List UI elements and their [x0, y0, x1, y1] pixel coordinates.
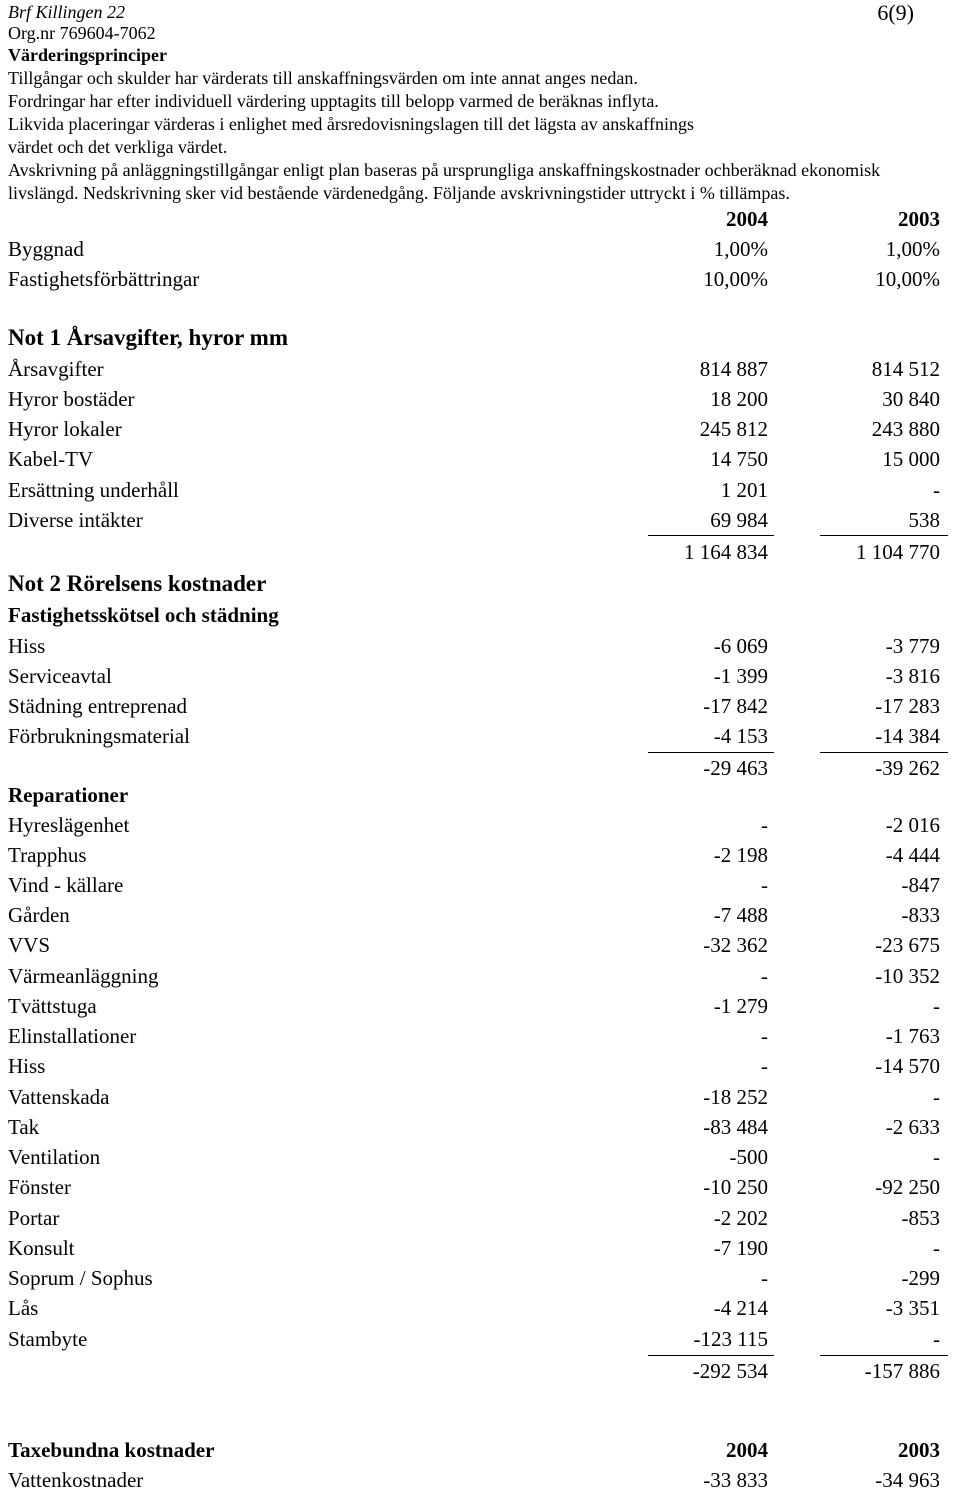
section-title: Taxebundna kostnader [8, 1438, 215, 1462]
table-row: Gården -7 488 -833 [8, 903, 940, 927]
table-row: Hiss - -14 570 [8, 1054, 940, 1078]
org-name: Brf Killingen 22 [8, 2, 125, 22]
table-row: Ersättning underhåll 1 201 - [8, 478, 940, 502]
table-row: Tak -83 484 -2 633 [8, 1115, 940, 1139]
page-number: 6(9) [877, 0, 914, 25]
table-row: Fastighetsförbättringar 10,00% 10,00% [8, 267, 940, 291]
table-row: Portar -2 202 -853 [8, 1206, 940, 1230]
year-2004-header: 2004 [726, 1438, 768, 1462]
total-row: -292 534 -157 886 [692, 1359, 940, 1383]
total-row: -29 463 -39 262 [703, 756, 940, 780]
table-row: Soprum / Sophus - -299 [8, 1266, 940, 1290]
section-title-row [8, 1435, 940, 1465]
table-row: Fönster -10 250 -92 250 [8, 1175, 940, 1199]
table-row: Vattenskada -18 252 - [8, 1085, 940, 1109]
intro-line: Tillgångar och skulder har värderats till anskaffningsvärden om inte annat anges nedan. [8, 68, 638, 88]
intro-line: livslängd. Nedskrivning sker vid bestående värdenedgång. Följande avskrivningstider uttryckt i % tillämpas. [8, 183, 790, 203]
table-row: Hyreslägenhet - -2 016 [8, 813, 940, 837]
table-row: Byggnad 1,00% 1,00% [8, 237, 940, 261]
note1-title: Not 1 Årsavgifter, hyror mm [8, 325, 288, 350]
table-row: Vind - källare - -847 [8, 873, 940, 897]
table-row: Tvättstuga -1 279 - [8, 994, 940, 1018]
intro-line: Fordringar har efter individuell värdering upptagits till belopp varmed de beräknas inflyta. [8, 91, 659, 111]
table-row: Lås -4 214 -3 351 [8, 1296, 940, 1320]
intro-line: värdet och det verkliga värdet. [8, 137, 228, 157]
note2-title: Not 2 Rörelsens kostnader [8, 571, 267, 596]
table-row: Ventilation -500 - [8, 1145, 940, 1169]
table-row: Trapphus -2 198 -4 444 [8, 843, 940, 867]
table-row: Hiss -6 069 -3 779 [8, 634, 940, 658]
table-row: VVS -32 362 -23 675 [8, 933, 940, 957]
year-header-row [8, 204, 940, 234]
table-row: Vattenkostnader -33 833 -34 963 [8, 1468, 940, 1492]
sum-rule [648, 535, 774, 536]
intro-line: Likvida placeringar värderas i enlighet med årsredovisningslagen till det lägsta av anskaffnings [8, 114, 694, 134]
document-header [8, 2, 156, 44]
table-row: Hyror lokaler 245 812 243 880 [8, 417, 940, 441]
org-number: Org.nr 769604-7062 [8, 23, 156, 43]
intro-line: Avskrivning på anläggningstillgångar enligt plan baseras på ursprungliga anskaffningskostnader ochberäknad ekonomisk [8, 160, 881, 180]
total-row: 1 164 834 1 104 770 [684, 540, 940, 564]
year-2004-header: 2004 [726, 207, 768, 231]
table-row: Konsult -7 190 - [8, 1236, 940, 1260]
table-row: Diverse intäkter 69 984 538 [8, 508, 940, 532]
valuation-principles [8, 44, 958, 205]
sum-rule [820, 535, 948, 536]
table-row: Kabel-TV 14 750 15 000 [8, 447, 940, 471]
valuation-principles-heading: Värderingsprinciper [8, 45, 167, 65]
year-2003-header: 2003 [898, 1438, 940, 1462]
table-row: Serviceavtal -1 399 -3 816 [8, 664, 940, 688]
table-row: Städning entreprenad -17 842 -17 283 [8, 694, 940, 718]
table-row: Stambyte -123 115 - [8, 1327, 940, 1351]
table-row: Värmeanläggning - -10 352 [8, 964, 940, 988]
year-2003-header: 2003 [898, 207, 940, 231]
section-title: Fastighetsskötsel och städning [8, 603, 279, 627]
table-row: Förbrukningsmaterial -4 153 -14 384 [8, 724, 940, 748]
section-title: Reparationer [8, 783, 129, 807]
table-row: Årsavgifter 814 887 814 512 [8, 357, 940, 381]
table-row: Hyror bostäder 18 200 30 840 [8, 387, 940, 411]
table-row: Elinstallationer - -1 763 [8, 1024, 940, 1048]
